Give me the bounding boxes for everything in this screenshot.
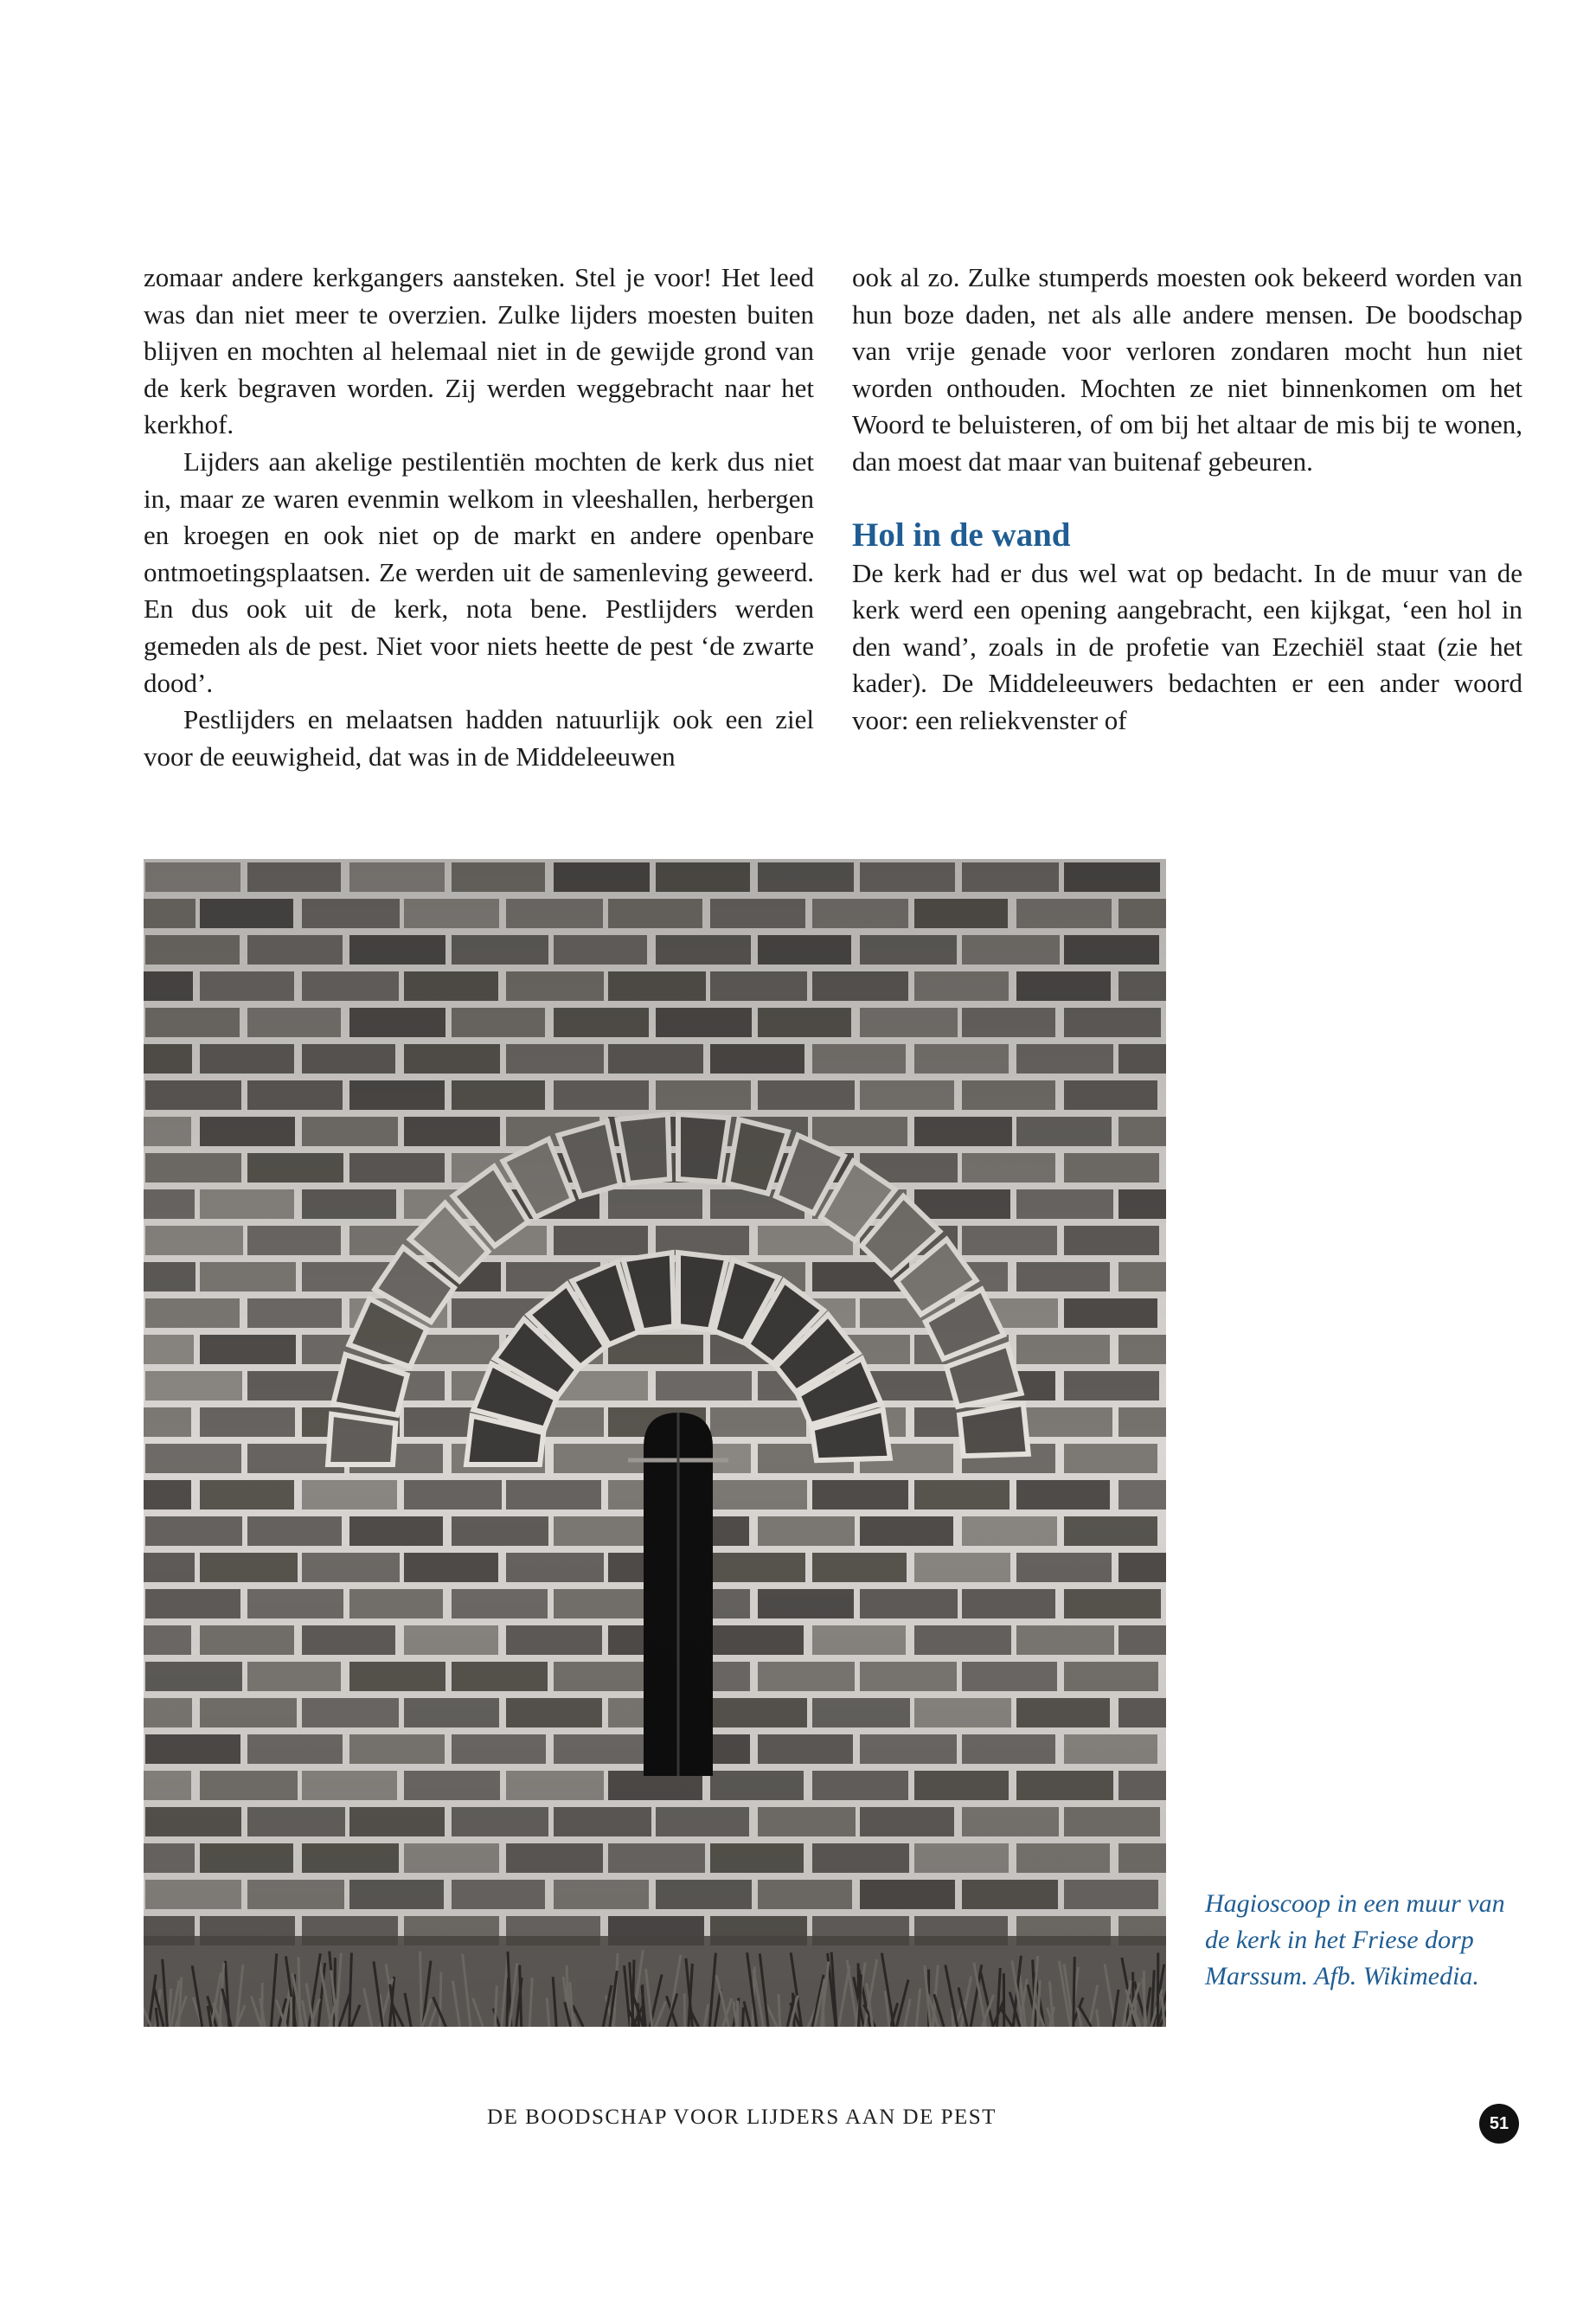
brick-wall-illustration (144, 859, 1166, 2027)
paragraph: ook al zo. Zulke stumperds moesten ook bekeerd worden van hun boze daden, net als alle andere mensen. De boodschap van vrije genade voor verloren zondaren mocht hun niet worden onthouden. Mochten ze niet binnenkomen om het Woord te beluisteren, of om bij het altaar de mis bij te wonen, dan moest dat maar van buitenaf gebeuren. (852, 262, 1522, 477)
right-text-column (852, 260, 1522, 740)
paragraph: Pestlijders en melaatsen hadden natuurlijk ook een ziel voor de eeuwigheid, dat was in de Middeleeuwen (144, 704, 814, 772)
paragraph: De kerk had er dus wel wat op bedacht. In de muur van de kerk werd een opening aangebracht, een kijkgat, ‘een hol in den wand’, zoals in de profetie van Ezechiël staat (zie het kader). De Middeleeuwers bedachten er een ander woord voor: een reliekvenster of (852, 557, 1522, 735)
paragraph: Lijders aan akelige pestilentiën mochten de kerk dus niet in, maar ze waren evenmin welkom in vleeshallen, herbergen en kroegen en ook niet op de markt en andere openbare ontmoetingsplaatsen. Ze werden uit de samenleving geweerd. En dus ook uit de kerk, nota bene. Pestlijders werden gemeden als de pest. Niet voor niets heette de pest ‘de zwarte dood’. (144, 445, 814, 698)
paragraph: zomaar andere kerkgangers aansteken. Stel je voor! Het leed was dan niet meer te overzien. Zulke lijders moesten buiten blijven en mochten al helemaal niet in de gewijde grond van de kerk begraven worden. Zij werden weggebracht naar het kerkhof. (144, 262, 814, 440)
running-footer (0, 2106, 1596, 2130)
photo-caption: Hagioscoop in een muur van de kerk in het Friese dorp Marssum. Afb. Wikimedia. (1205, 1889, 1505, 1990)
brick-wall-photo (144, 859, 1166, 2027)
page-number: 51 (1479, 2104, 1519, 2144)
section-heading: Hol in de wand (852, 516, 1071, 554)
running-title: DE BOODSCHAP VOOR LIJDERS AAN DE PEST (487, 2106, 997, 2129)
left-text-column (144, 260, 814, 775)
